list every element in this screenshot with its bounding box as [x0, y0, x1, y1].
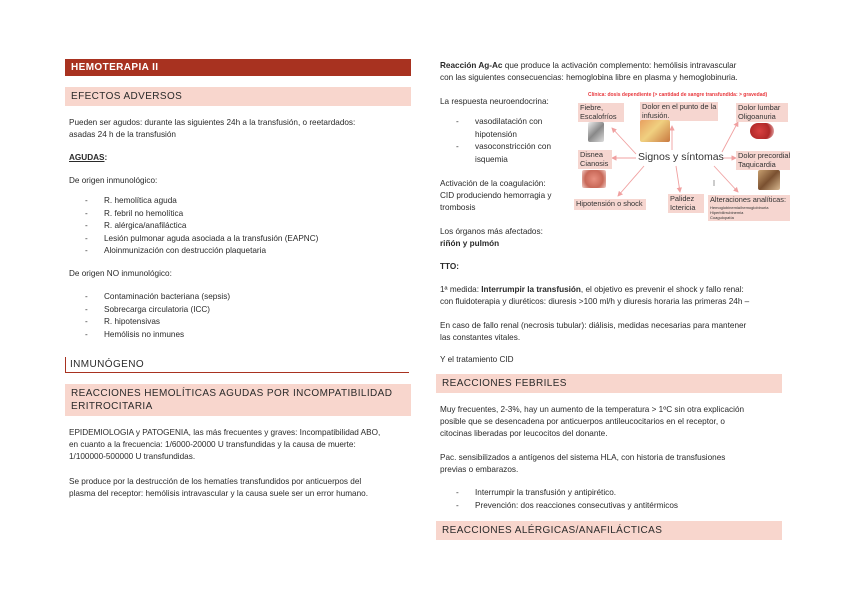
renal-line-1: En caso de fallo renal (necrosis tubular): diálisis, medidas necesarias para mantener	[440, 321, 747, 330]
center-label: Signos y síntomas	[638, 151, 724, 163]
organs-bold: riñón y pulmón	[440, 239, 500, 248]
pac-line-2: previas o embarazos.	[440, 465, 519, 474]
list-item: - vasoconstricción con isquemia	[456, 141, 568, 166]
epi-line-2: en cuanto a la frecuencia: 1/6000-20000 U transfundidas y la causa de muerte:	[69, 440, 356, 449]
measure-line-1: 1ª medida: Interrumpir la transfusión, el objetivo es prevenir el shock y fallo renal:	[440, 285, 744, 294]
intro-line-1: Pueden ser agudos: durante las siguientes 24h a la transfusión, o reetardados:	[69, 118, 356, 127]
fiebre-box: Fiebre, Escalofríos	[578, 103, 624, 122]
feb-line-3: citocinas liberadas por leucocitos del donante.	[440, 429, 608, 438]
dolor-punto-box: Dolor en el punto de la infusión.	[642, 102, 717, 120]
list-item: - Sobrecarga circulatoria (ICC)	[85, 304, 230, 317]
destr-line-1: Se produce por la destrucción de los hematíes transfundidos por anticuerpos del	[69, 477, 362, 486]
pac-line-1: Pac. sensibilizados a antígenos del sistema HLA, con historia de transfusiones	[440, 453, 726, 462]
alteraciones-box: Alteraciones analíticas: Hemoglobinemia/hemoglobinuria Hiperbilirrubinemia Coagulopatía	[708, 195, 790, 221]
hemolytic-heading: REACCIONES HEMOLÍTICAS AGUDAS POR INCOMPATIBILIDAD ERITROCITARIA	[65, 384, 411, 416]
organs-label: Los órganos más afectados:	[440, 227, 543, 236]
arrow-to-fiebre	[612, 128, 636, 154]
epi-line-1: EPIDEMIOLOGIA y PATOGENIA, las más frecuentes y graves: Incompatibilidad ABO,	[69, 428, 381, 437]
effects-heading: EFECTOS ADVERSOS	[65, 87, 411, 106]
nonimmuno-list	[85, 291, 230, 341]
tto-label: TTO:	[440, 262, 459, 271]
list-item: - Aloinmunización con destrucción plaquetaria	[85, 245, 318, 258]
kidney-image	[750, 123, 774, 139]
nonimmuno-label: De origen NO inmunológico:	[69, 269, 172, 278]
arrow-to-alteraciones	[714, 166, 738, 192]
list-item: - R. hemolítica aguda	[85, 195, 318, 208]
list-item: - R. febril no hemolítica	[85, 208, 318, 221]
epi-line-3: 1/100000-500000 U transfundidas.	[69, 452, 196, 461]
reaction-line-2: con las siguientes consecuencias: hemoglobina libre en plasma y hemoglobinuria.	[440, 73, 738, 82]
feb-list	[456, 487, 678, 512]
chest-pain-image	[758, 170, 780, 190]
neuro-label: La respuesta neuroendocrina:	[440, 97, 549, 106]
agudas-label: AGUDAS:	[69, 153, 108, 162]
hipotension-box: Hipotensión o shock	[574, 199, 646, 210]
renal-line-2: las constantes vitales.	[440, 333, 521, 342]
list-item: - Hemólisis no inmunes	[85, 329, 230, 342]
lungs-image	[582, 170, 606, 188]
cid-line: Y el tratamiento CID	[440, 355, 514, 364]
list-item: - Interrumpir la transfusión y antipirético.	[456, 487, 678, 500]
dolor-precordial-box: Dolor precordial Taquicardia	[738, 151, 791, 169]
measure-line-2: con fluidoterapia y diuréticos: diuresis >100 ml/h y diuresis horaria las primeras 24h –	[440, 297, 750, 306]
arrow-to-dolor-lumbar	[722, 122, 738, 152]
list-item: - Lesión pulmonar aguda asociada a la transfusión (EAPNC)	[85, 233, 318, 246]
coag-line-3: trombosis	[440, 203, 476, 212]
feb-line-1: Muy frecuentes, 2-3%, hay un aumento de la temperatura > 1ºC sin otra explicación	[440, 405, 745, 414]
inmunogeno-heading: INMUNÓGENO	[65, 357, 409, 373]
list-item: - vasodilatación con hipotensión	[456, 116, 568, 141]
palidez-box: Palidez Ictericia	[668, 194, 704, 213]
alergicas-heading: REACCIONES ALÉRGICAS/ANAFILÁCTICAS	[436, 521, 782, 540]
coag-line-1: Activación de la coagulación:	[440, 179, 546, 188]
arrow-to-hipotension	[618, 166, 644, 196]
fiebre-image	[588, 122, 604, 142]
infusion-image	[640, 120, 670, 142]
list-item: - Contaminación bacteriana (sepsis)	[85, 291, 230, 304]
neuro-list	[456, 116, 568, 166]
signs-symptoms-diagram	[574, 92, 790, 222]
intro-line-2: asadas 24 h de la transfusión	[69, 130, 176, 139]
arrow-to-palidez	[676, 166, 680, 192]
clinica-title: Clínica: dosis dependiente (> cantidad de sangre transfundida: > gravedad)	[588, 92, 768, 98]
immuno-label: De origen inmunológico:	[69, 176, 158, 185]
destr-line-2: plasma del receptor: hemólisis intravascular y la causa suele ser un error humano.	[69, 489, 368, 498]
febriles-heading: REACCIONES FEBRILES	[436, 374, 782, 393]
dolor-lumbar-box: Dolor lumbar Oligoanuria	[736, 103, 788, 122]
feb-line-2: posible que se desencadena por anticuerpos antileucocitarios en el receptor, o	[440, 417, 725, 426]
reaction-line-1: Reacción Ag-Ac que produce la activación complemento: hemólisis intravascular	[440, 61, 737, 70]
list-item: - R. alérgica/anafiláctica	[85, 220, 318, 233]
list-item: - R. hipotensivas	[85, 316, 230, 329]
disnea-box: Disnea Cianosis	[578, 150, 612, 169]
list-item: - Prevención: dos reacciones consecutivas y antitérmicos	[456, 500, 678, 513]
document-title: HEMOTERAPIA II	[65, 59, 411, 76]
immuno-list	[85, 195, 318, 258]
coag-line-2: CID produciendo hemorragia y	[440, 191, 552, 200]
